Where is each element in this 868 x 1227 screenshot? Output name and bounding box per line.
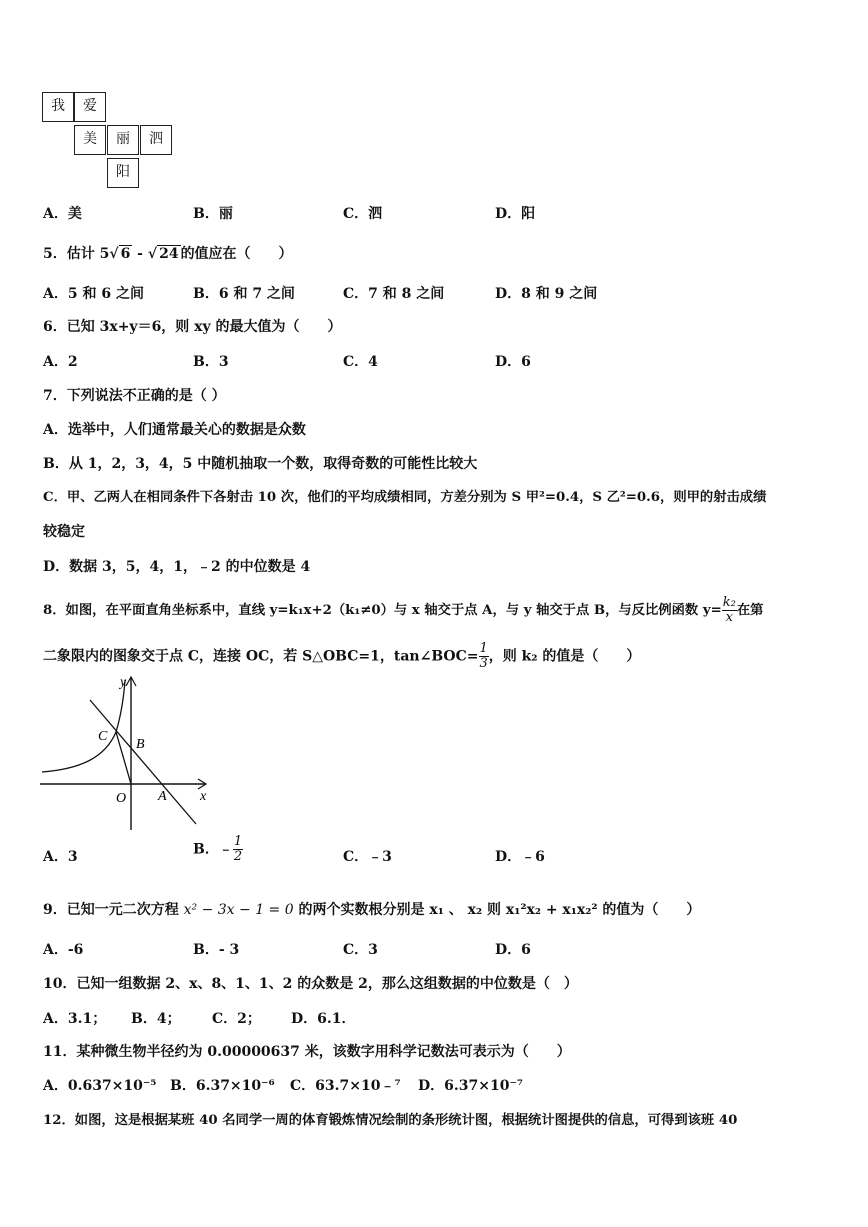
q9-stem — [43, 900, 700, 920]
q6-option-a[interactable]: A．2 — [43, 354, 78, 370]
q5-option-d[interactable]: D．8 和 9 之间 — [495, 286, 598, 302]
q5-option-b[interactable]: B．6 和 7 之间 — [193, 286, 295, 302]
line-ab — [90, 700, 196, 824]
q9-option-a[interactable]: A．-6 — [43, 942, 84, 958]
q11-stem: 11．某种微生物半径约为 0.00000637 米，该数字用科学记数法可表示为（ ） — [43, 1044, 571, 1060]
q10-option-a[interactable]: A．3.1； — [43, 1011, 107, 1027]
q6-stem: 6．已知 3x+y＝6，则 xy 的最大值为（ ） — [43, 319, 342, 335]
q5-minus: - — [132, 246, 148, 262]
q8-text-4: ，则 k₂ 的值是（ ） — [488, 648, 641, 665]
net-cell-ai: 爱 — [74, 92, 106, 122]
label-origin: O — [116, 791, 127, 806]
label-a: A — [158, 789, 167, 804]
q4-option-b[interactable]: B．丽 — [193, 206, 233, 222]
net-cell-li: 丽 — [107, 125, 139, 155]
label-y: y — [120, 675, 127, 690]
q8-option-d[interactable]: D．﹣6 — [495, 849, 545, 865]
q5-suffix: 的值应在（ ） — [180, 246, 293, 262]
q4-option-d[interactable]: D．阳 — [495, 206, 536, 222]
q4-option-a[interactable]: A．美 — [43, 206, 82, 222]
q7-option-b[interactable]: B．从 1，2，3，4，5 中随机抽取一个数，取得奇数的可能性比较大 — [43, 456, 478, 472]
q8-stem-line2 — [43, 642, 640, 671]
net-cell-yang: 阳 — [107, 158, 139, 188]
q9-rest: 的两个实数根分别是 x₁ 、 x₂ 则 x₁²x₂ + x₁x₂² 的值为（ ） — [298, 902, 701, 918]
q8-option-a[interactable]: A．3 — [43, 849, 78, 865]
q8-option-b-fraction: $\frac{1}{2}$ — [233, 834, 243, 864]
q11-option-a[interactable]: A．0.637×10⁻⁵ — [43, 1078, 157, 1094]
q4-option-c[interactable]: C．泗 — [343, 206, 383, 222]
q11-option-b[interactable]: B．6.37×10⁻⁶ — [170, 1078, 275, 1094]
q7-option-d[interactable]: D．数据 3，5，4，1，﹣2 的中位数是 4 — [43, 559, 311, 575]
q8-option-b-prefix: B．﹣ — [193, 841, 233, 858]
q8-stem-line1 — [43, 596, 763, 625]
q9-prefix: 9．已知一元二次方程 — [43, 902, 179, 918]
q7-option-c-line2: 较稳定 — [43, 524, 85, 540]
q11-option-c[interactable]: C．63.7×10﹣⁷ — [290, 1078, 401, 1094]
q9-option-c[interactable]: C．3 — [343, 942, 378, 958]
q10-option-c[interactable]: C．2； — [212, 1011, 261, 1027]
q5-prefix: 5．估计 5 — [43, 246, 110, 262]
q5-option-c[interactable]: C．7 和 8 之间 — [343, 286, 445, 302]
q6-option-b[interactable]: B．3 — [193, 354, 229, 370]
q9-equation: x² − 3x − 1 = 0 — [183, 902, 294, 918]
q11-option-d[interactable]: D．6.37×10⁻⁷ — [418, 1078, 523, 1094]
q9-option-d[interactable]: D．6 — [495, 942, 531, 958]
q8-option-c[interactable]: C．﹣3 — [343, 849, 392, 865]
q10-option-d[interactable]: D．6.1． — [291, 1011, 356, 1027]
q7-option-c-line1[interactable]: C．甲、乙两人在相同条件下各射击 10 次，他们的平均成绩相同，方差分别为 S 甲²=0.4，S 乙²=0.6，则甲的射击成绩 — [43, 490, 767, 505]
q7-stem: 7．下列说法不正确的是（ ） — [43, 388, 226, 404]
q5-stem: 5．估计 5√ 6 - √ 24 的值应在（ ） — [43, 246, 293, 262]
label-b: B — [136, 737, 145, 752]
q10-stem: 10．已知一组数据 2、x、8、1、1、2 的众数是 2，那么这组数据的中位数是（ ） — [43, 976, 578, 992]
label-x: x — [200, 789, 207, 804]
q8-text-3: 二象限内的图象交于点 C，连接 OC，若 S△OBC=1，tan∠BOC= — [43, 648, 479, 665]
q5-option-a[interactable]: A．5 和 6 之间 — [43, 286, 144, 302]
q10-option-b[interactable]: B．4； — [131, 1011, 181, 1027]
q5-radicand-1: 6 — [120, 246, 131, 262]
q12-stem: 12．如图，这是根据某班 40 名同学一周的体育锻炼情况绘制的条形统计图，根据统计图提供的信息，可得到该班 40 — [43, 1113, 738, 1128]
q5-radicand-2: 24 — [159, 246, 179, 262]
net-cell-mei: 美 — [74, 125, 106, 155]
q8-text-2: 在第 — [736, 603, 764, 618]
label-c: C — [98, 729, 108, 744]
q7-option-a[interactable]: A．选举中，人们通常最关心的数据是众数 — [43, 422, 306, 438]
net-cell-si: 泗 — [140, 125, 172, 155]
net-cell-wo: 我 — [42, 92, 74, 122]
q8-option-b[interactable] — [193, 835, 243, 864]
q8-graph — [40, 672, 212, 832]
q6-option-c[interactable]: C．4 — [343, 354, 378, 370]
q8-fraction-tan: $\frac{1}{3}$ — [479, 641, 488, 671]
q9-option-b[interactable]: B．- 3 — [193, 942, 240, 958]
q6-option-d[interactable]: D．6 — [495, 354, 531, 370]
q8-fraction-k2-over-x: $\frac{\text{k₂}}{x}$ — [722, 595, 736, 625]
q8-text-1: 8．如图，在平面直角坐标系中，直线 y=k₁x+2（k₁≠0）与 x 轴交于点 A，与 y 轴交于点 B，与反比例函数 y= — [43, 603, 722, 618]
